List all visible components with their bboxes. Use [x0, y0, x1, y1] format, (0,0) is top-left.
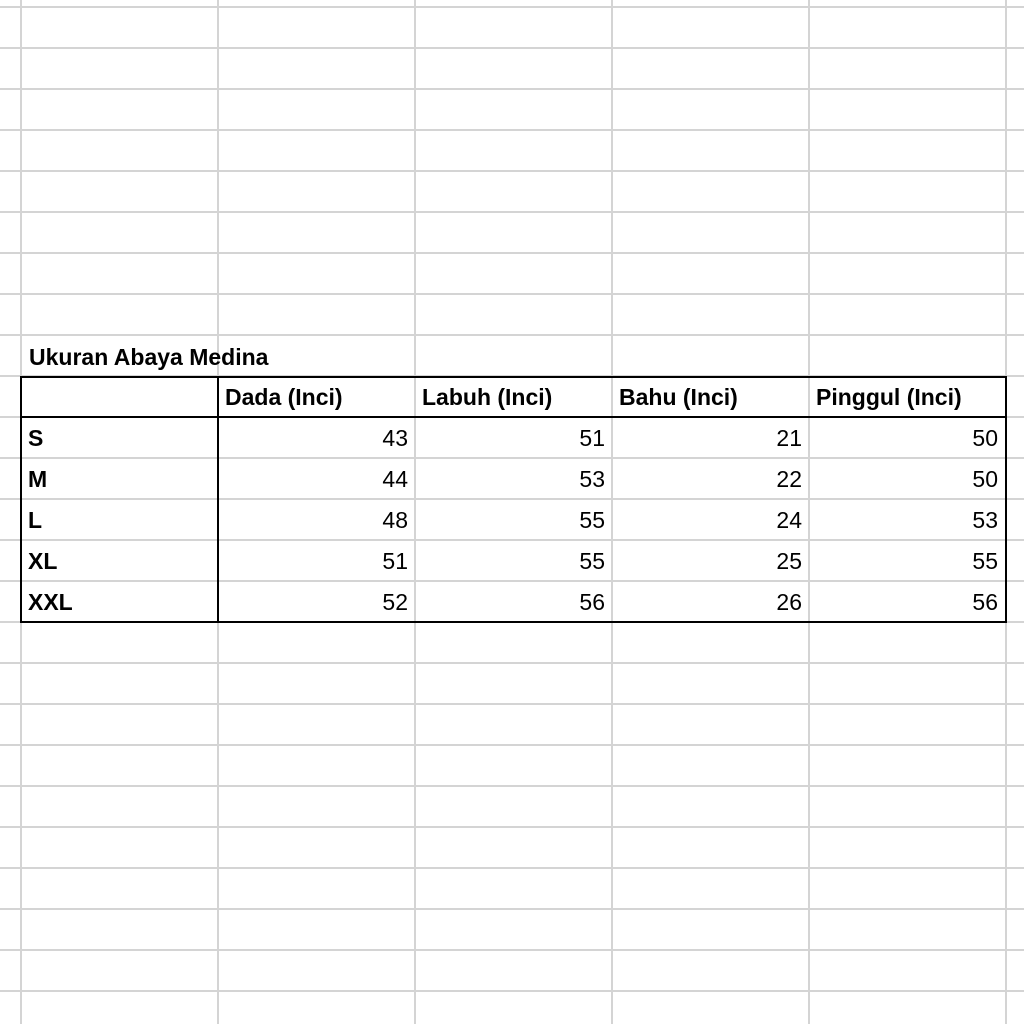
cell-m-dada[interactable]: 44	[382, 466, 408, 492]
cell-s-dada[interactable]: 43	[382, 425, 408, 451]
grid-row-line	[0, 662, 1024, 664]
table-border-bottom	[20, 621, 1007, 623]
grid-row-line	[0, 170, 1024, 172]
cell-xxl-dada[interactable]: 52	[382, 589, 408, 615]
grid-row-line	[0, 949, 1024, 951]
header-labuh[interactable]: Labuh (Inci)	[422, 384, 553, 410]
cell-m-pinggul[interactable]: 50	[972, 466, 998, 492]
cell-xl-labuh[interactable]: 55	[579, 548, 605, 574]
cell-xxl-pinggul[interactable]: 56	[972, 589, 998, 615]
grid-row-line	[0, 826, 1024, 828]
cell-m-labuh[interactable]: 53	[579, 466, 605, 492]
table-border-header-bottom	[20, 416, 1007, 418]
table-border-right	[1005, 376, 1007, 623]
grid-row-line	[0, 744, 1024, 746]
row-label-s[interactable]: S	[28, 425, 44, 451]
corner-cell[interactable]	[22, 377, 219, 418]
grid-row-line	[0, 47, 1024, 49]
grid-row-line	[0, 334, 1024, 336]
table-border-label-column	[217, 376, 219, 623]
cell-l-bahu[interactable]: 24	[776, 507, 802, 533]
cell-xl-pinggul[interactable]: 55	[972, 548, 998, 574]
grid-row-line	[0, 252, 1024, 254]
cell-xl-dada[interactable]: 51	[382, 548, 408, 574]
header-dada[interactable]: Dada (Inci)	[225, 384, 343, 410]
table-border-top	[20, 376, 1007, 378]
grid-row-line	[0, 293, 1024, 295]
row-label-xxl[interactable]: XXL	[28, 589, 73, 615]
grid-row-line	[0, 88, 1024, 90]
grid-row-line	[0, 211, 1024, 213]
row-label-m[interactable]: M	[28, 466, 48, 492]
cell-xxl-bahu[interactable]: 26	[776, 589, 802, 615]
cell-s-labuh[interactable]: 51	[579, 425, 605, 451]
cell-l-labuh[interactable]: 55	[579, 507, 605, 533]
cell-s-pinggul[interactable]: 50	[972, 425, 998, 451]
header-bahu[interactable]: Bahu (Inci)	[619, 384, 738, 410]
sheet-title[interactable]: Ukuran Abaya Medina	[29, 344, 269, 370]
cell-xxl-labuh[interactable]: 56	[579, 589, 605, 615]
grid-row-line	[0, 6, 1024, 8]
grid-row-line	[0, 908, 1024, 910]
grid-row-line	[0, 703, 1024, 705]
row-label-l[interactable]: L	[28, 507, 43, 533]
cell-s-bahu[interactable]: 21	[776, 425, 802, 451]
cell-xl-bahu[interactable]: 25	[776, 548, 802, 574]
cell-l-pinggul[interactable]: 53	[972, 507, 998, 533]
grid-row-line	[0, 867, 1024, 869]
row-label-xl[interactable]: XL	[28, 548, 58, 574]
grid-row-line	[0, 785, 1024, 787]
cell-l-dada[interactable]: 48	[382, 507, 408, 533]
grid-row-line	[0, 129, 1024, 131]
cell-m-bahu[interactable]: 22	[776, 466, 802, 492]
header-pinggul[interactable]: Pinggul (Inci)	[816, 384, 962, 410]
grid-row-line	[0, 990, 1024, 992]
table-border-left	[20, 376, 22, 623]
